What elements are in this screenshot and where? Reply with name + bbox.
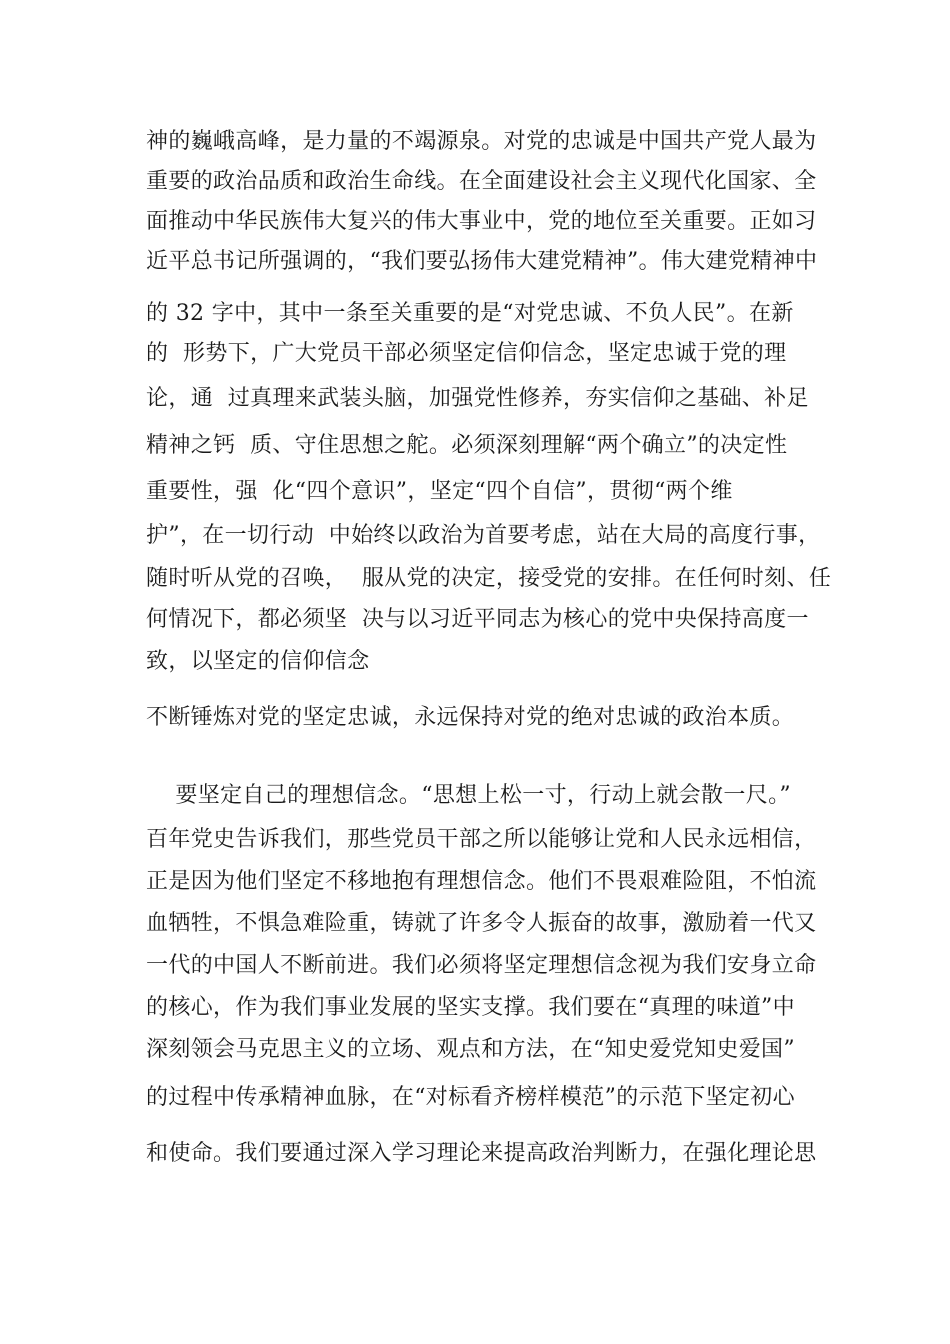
- text-line: 正是因为他们坚定不移地抱有理想信念。他们不畏艰难险阻，不怕流: [146, 869, 817, 894]
- text-line: 不断锤炼对党的坚定忠诚，永远保持对党的绝对忠诚的政治本质。: [146, 705, 795, 730]
- text-line: 论，通 过真理来武装头脑，加强党性修养，夯实信仰之基础、补足: [146, 386, 809, 411]
- text-line: 何情况下，都必须坚 决与以习近平同志为核心的党中央保持高度一: [146, 607, 809, 632]
- text-line: 百年党史告诉我们，那些党员干部之所以能够让党和人民永远相信，: [146, 827, 817, 852]
- text-line: 随时听从党的召唤， 服从党的决定，接受党的安排。在任何时刻、任: [146, 566, 832, 591]
- text-line: 精神之钙 质、守住思想之舵。必须深刻理解“两个确立”的决定性: [146, 433, 788, 458]
- text-line: 和使命。我们要通过深入学习理论来提高政治判断力，在强化理论思: [146, 1141, 817, 1166]
- text-line: 血牺牲，不惧急难险重，铸就了许多令人振奋的故事，激励着一代又: [146, 911, 817, 936]
- text-line: 致，以坚定的信仰信念: [146, 649, 370, 674]
- text-line: 的核心，作为我们事业发展的坚实支撑。我们要在“真理的味道”中: [146, 995, 795, 1020]
- text-line: 要坚定自己的理想信念。“思想上松一寸，行动上就会散一尺。”: [146, 783, 792, 808]
- text-line: 近平总书记所强调的，“我们要弘扬伟大建党精神”。伟大建党精神中: [146, 249, 818, 274]
- text-line: 护”，在一切行动 中始终以政治为首要考虑，站在大局的高度行事，: [146, 523, 821, 548]
- text-line: 的过程中传承精神血脉，在“对标看齐榜样模范”的示范下坚定初心: [146, 1085, 795, 1110]
- text-line: 的 32 字中，其中一条至关重要的是“对党忠诚、不负人民”。在新: [146, 301, 794, 326]
- text-line: 神的巍峨高峰，是力量的不竭源泉。对党的忠诚是中国共产党人最为: [146, 129, 817, 154]
- text-line: 的 形势下，广大党员干部必须坚定信仰信念，坚定忠诚于党的理: [146, 341, 787, 366]
- text-line: 面推动中华民族伟大复兴的伟大事业中，党的地位至关重要。正如习: [146, 209, 817, 234]
- text-line: 重要的政治品质和政治生命线。在全面建设社会主义现代化国家、全: [146, 169, 817, 194]
- text-line: 重要性，强 化“四个意识”，坚定“四个自信”，贯彻“两个维: [146, 479, 733, 504]
- text-line: 深刻领会马克思主义的立场、观点和方法，在“知史爱党知史爱国”: [146, 1037, 795, 1062]
- text-line: 一代的中国人不断前进。我们必须将坚定理想信念视为我们安身立命: [146, 953, 817, 978]
